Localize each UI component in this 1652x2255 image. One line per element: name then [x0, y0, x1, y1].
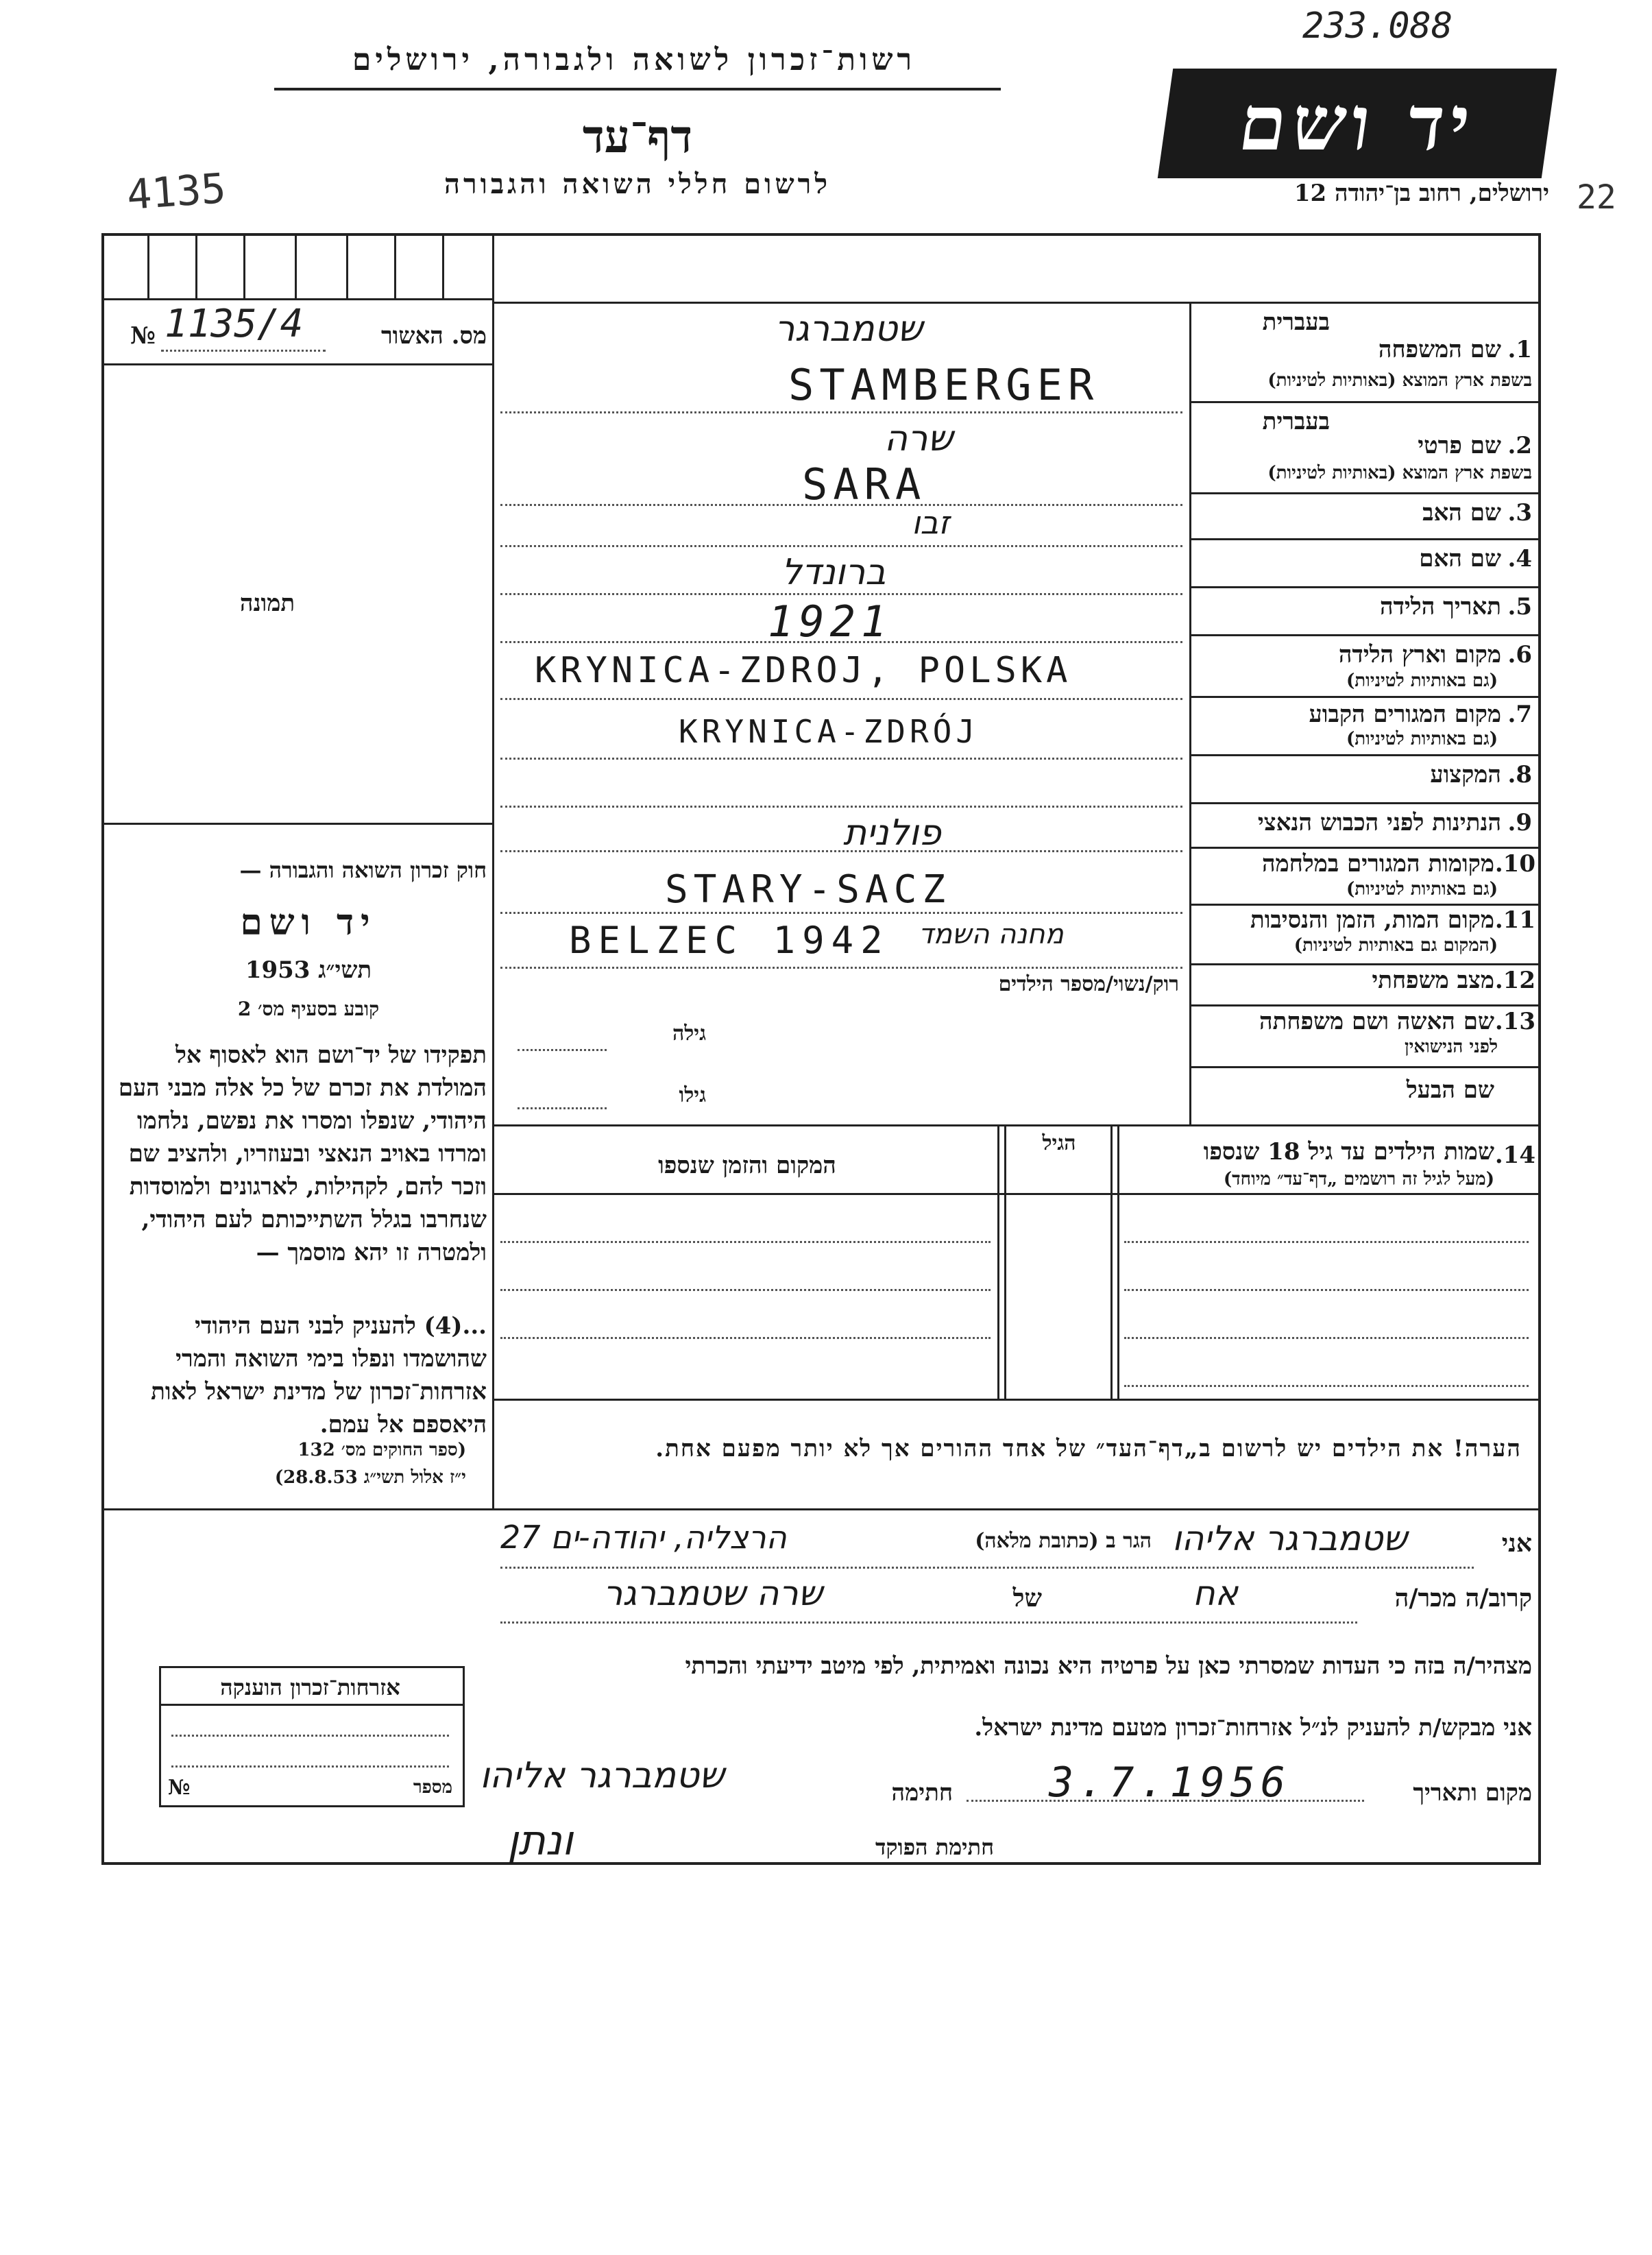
- form-subtitle: לרשום חללי השואה והגבורה: [444, 168, 831, 200]
- field-12-number: 12.: [1494, 967, 1535, 994]
- children-bottom-line: [492, 1399, 1541, 1401]
- mother-name: ברונדל: [781, 552, 886, 593]
- declaration-date: 3.7.1956: [1049, 1759, 1291, 1807]
- field-3-number: 3.: [1507, 499, 1532, 527]
- dotted-line: [1124, 1241, 1529, 1243]
- approval-line: [101, 363, 492, 365]
- dotted-line: [500, 1567, 1474, 1569]
- dotted-line: [500, 758, 1182, 760]
- cell-divider: [147, 233, 149, 298]
- in-hebrew-label-2: בעברית: [1262, 408, 1330, 435]
- cell-divider: [346, 233, 348, 298]
- children-col-divider: [1110, 1124, 1113, 1399]
- dotted-line: [500, 850, 1182, 852]
- resident-label: הגר ב (כתובת מלאה): [975, 1529, 1152, 1553]
- place-date-label: מקום ותאריך: [1413, 1779, 1532, 1807]
- field-divider: [1189, 1004, 1541, 1006]
- field-11-number: 11.: [1494, 906, 1535, 934]
- dotted-line: [500, 1337, 991, 1339]
- field-divider: [1189, 963, 1541, 965]
- law-ref-2: י״ז אלול תשי״ג 28.8.53): [274, 1467, 466, 1488]
- field-8-label: המקצוע: [1430, 761, 1501, 788]
- age-column-header: הגיל: [1042, 1131, 1076, 1155]
- field-4-label: שם האם: [1419, 545, 1501, 572]
- field-1-number: 1.: [1507, 336, 1532, 363]
- certificate-header-line: [159, 1704, 463, 1706]
- address-line: ירושלים, רחוב בן־יהודה 12: [1293, 180, 1549, 207]
- field-6-number: 6.: [1507, 641, 1532, 668]
- field-10-sublabel: (גם באותיות לטיניות): [1346, 879, 1498, 900]
- yad-vashem-logo: יד ושם: [1158, 69, 1557, 178]
- declaration-i: אני: [1501, 1529, 1532, 1558]
- margin-note: 22: [1577, 178, 1616, 217]
- field-divider: [1189, 696, 1541, 698]
- field-1-label: שם המשפחה: [1378, 336, 1501, 363]
- cell-divider: [243, 233, 245, 298]
- officer-label: חתימת הפוקד: [875, 1834, 994, 1860]
- dotted-line: [171, 1765, 449, 1768]
- field-divider: [1189, 634, 1541, 636]
- law-text: תפקידו של יד־ושם הוא לאסוף אל המולדת את זכרם של כל אלה מבני העם היהודי, שנפלו ומסרו את נפשם, נלחמו ומרדו באויב הנאצי ובעוזריו, ולהציב שם וזכר להם, לקהילות, לארגונים ולמוסדות שנחרבו בגלל השתייכותם לעם היהודי, ולמטרה זו יהא מוסמך —: [118, 1041, 487, 1266]
- field-5-label: תאריך הלידה: [1379, 593, 1501, 620]
- photo-label: תמונה: [239, 590, 295, 617]
- law-text-2: ...(4) להעניק לבני העם היהודי שהושמדו ונפלו בימי השואה והמרי אזרחות־זכרון של מדינת ישראל לאות היאספם אל עמם.: [151, 1312, 487, 1438]
- field-12-label: מצב משפחתי: [1372, 967, 1494, 994]
- label-column-divider: [1189, 302, 1191, 1124]
- children-header-line: [492, 1193, 1541, 1195]
- section-bottom-line: [101, 1508, 1541, 1510]
- husband-label: שם הבעל: [1406, 1076, 1494, 1104]
- field-13-label: שם האשה ושם משפחתה: [1259, 1008, 1494, 1035]
- photo-bottom-line: [101, 823, 492, 825]
- signer-name: שטמברגר אליהו: [1172, 1519, 1407, 1558]
- victim-name: שרה שטמברגר: [603, 1573, 823, 1613]
- field-9-label: הנתינות לפני הכבוש הנאצי: [1257, 809, 1501, 836]
- nationality: פולנית: [843, 812, 941, 854]
- dotted-line: [500, 411, 1182, 413]
- first-name-hebrew: שרה: [884, 418, 953, 459]
- cell-divider: [394, 233, 396, 298]
- field-11-label: מקום המות, הזמן והנסיבות: [1250, 906, 1494, 934]
- children-col-divider: [1117, 1124, 1119, 1399]
- relative-label: קרוב/ה מכר/ה: [1394, 1584, 1532, 1613]
- children-sublabel: (מעל לגיל זה רושמים „דף־עד״ מיוחד): [1223, 1169, 1494, 1190]
- cell-divider: [295, 233, 297, 298]
- dotted-line: [518, 1049, 607, 1051]
- field-divider: [1189, 586, 1541, 588]
- dotted-line: [500, 1289, 991, 1291]
- dotted-line: [500, 504, 1182, 506]
- dotted-line: [500, 1621, 1357, 1624]
- children-note: הערה! את הילדים יש לרשום ב„דף־העד״ של אחד ההורים אך לא יותר מפעם אחת.: [655, 1435, 1522, 1462]
- field-5-number: 5.: [1507, 593, 1532, 620]
- number-symbol: №: [130, 322, 156, 350]
- certificate-number-symbol: №: [168, 1776, 191, 1800]
- certificate-title: אזרחות־זכרון הוענקה: [220, 1674, 400, 1700]
- law-name: יד ושם: [240, 902, 377, 943]
- birth-date: 1921: [768, 596, 892, 647]
- file-number: 233.088: [1302, 5, 1453, 47]
- field-7-number: 7.: [1507, 701, 1532, 728]
- form-title: דף־עד: [582, 110, 693, 163]
- fields-bottom-line: [492, 1124, 1541, 1126]
- field-divider: [1189, 904, 1541, 906]
- dotted-line: [500, 545, 1182, 547]
- officer-signature: ונתן: [507, 1817, 574, 1865]
- marital-options: רוק/נשוי/מספר הילדים: [998, 972, 1179, 996]
- death-place-hebrew: מחנה השמד: [919, 919, 1064, 950]
- field-divider: [1189, 802, 1541, 804]
- children-col-divider: [1004, 1124, 1006, 1399]
- family-name-latin: STAMBERGER: [788, 360, 1100, 410]
- place-column-header: המקום והזמן שנספו: [658, 1152, 836, 1179]
- field-11-sublabel: (המקום גם באותיות לטיניות): [1293, 935, 1498, 956]
- declarant-address: הרצליה, יהודה-ים 27: [500, 1519, 787, 1556]
- of-label: של: [1012, 1584, 1042, 1613]
- dotted-line: [500, 967, 1182, 969]
- in-hebrew-label: בעברית: [1262, 309, 1330, 336]
- field-7-sublabel: (גם באותיות לטיניות): [1346, 729, 1498, 749]
- header-rule: [274, 88, 1001, 91]
- handwritten-number: 4135: [125, 165, 228, 219]
- dotted-line: [500, 806, 1182, 808]
- field-10-label: מקומות המגורים במלחמה: [1261, 850, 1494, 878]
- field-14-number: 14.: [1494, 1142, 1535, 1169]
- field-4-number: 4.: [1507, 545, 1532, 572]
- field-13-number: 13.: [1494, 1008, 1535, 1035]
- dotted-line: [1124, 1385, 1529, 1387]
- field-2-sublabel: בשפת ארץ המוצא (באותיות לטיניות): [1267, 463, 1532, 483]
- field-divider: [1189, 538, 1541, 540]
- field-7-label: מקום המגורים הקבוע: [1309, 701, 1501, 728]
- dotted-line: [500, 698, 1182, 700]
- cell-divider: [442, 233, 444, 298]
- signature-label: חתימה: [891, 1779, 953, 1807]
- law-ref-1: (ספר החוקים מס׳ 132: [297, 1440, 466, 1460]
- approval-label: מס. האשור: [380, 322, 487, 350]
- field-divider: [1189, 401, 1541, 403]
- dotted-line: [500, 912, 1182, 914]
- law-section: קובע בסעיף מס׳ 2: [237, 998, 380, 1020]
- dotted-line: [500, 593, 1182, 595]
- field-divider: [1189, 754, 1541, 756]
- approval-number: 1135/4: [165, 302, 304, 346]
- field-8-number: 8.: [1507, 761, 1532, 788]
- field-13-sublabel: לפני הנישואין: [1404, 1037, 1498, 1057]
- field-divider: [1189, 492, 1541, 494]
- field-2-number: 2.: [1507, 432, 1532, 459]
- fields-top-line: [492, 302, 1541, 304]
- first-name-latin: SARA: [802, 459, 927, 509]
- field-2-label: שם פרטי: [1418, 432, 1501, 459]
- family-name-hebrew: שטמברגר: [775, 309, 923, 350]
- father-name: זבו: [912, 504, 950, 541]
- field-9-number: 9.: [1507, 809, 1532, 836]
- organization-line: רשות־זכרון לשואה ולגבורה, ירושלים: [352, 43, 916, 77]
- field-6-sublabel: (גם באותיות לטיניות): [1346, 671, 1498, 691]
- dotted-line: [967, 1800, 1364, 1802]
- field-divider: [1189, 1066, 1541, 1068]
- field-3-label: שם האב: [1422, 499, 1501, 527]
- dotted-line: [171, 1735, 449, 1737]
- field-10-number: 10.: [1494, 850, 1535, 878]
- cell-divider: [195, 233, 197, 298]
- dotted-line: [500, 641, 1182, 643]
- children-label: שמות הילדים עד גיל 18 שנספו: [1203, 1138, 1494, 1166]
- approval-dotted-line: [161, 350, 326, 352]
- law-title: חוק זכרון השואה והגבורה —: [239, 857, 487, 883]
- law-year: תשי״ג 1953: [245, 956, 372, 984]
- death-place-latin: BELZEC 1942: [569, 919, 890, 962]
- residence: KRYNICA-ZDRÓJ: [679, 713, 980, 750]
- field-divider: [1189, 847, 1541, 849]
- children-col-divider: [997, 1124, 999, 1399]
- relation-value: אח: [1193, 1573, 1239, 1613]
- field-1-sublabel: בשפת ארץ המוצא (באותיות לטיניות): [1267, 370, 1532, 391]
- declaration-line-4: אני מבקש/ת להעניק לנ״ל אזרחות־זכרון מטעם מדינת ישראל.: [974, 1714, 1532, 1741]
- top-strip-line: [101, 298, 492, 300]
- declaration-line-3: מצהיר/ה בזה כי העדות שמסרתי כאן על פרטיה היא נכונה ואמיתית, לפי מיטב ידיעתי והכרתי: [685, 1652, 1532, 1680]
- dotted-line: [518, 1107, 607, 1109]
- field-6-label: מקום וארץ הלידה: [1338, 641, 1501, 668]
- dotted-line: [500, 1241, 991, 1243]
- left-column-divider: [492, 233, 494, 1508]
- wartime-residence: STARY-SACZ: [665, 867, 951, 912]
- birth-place: KRYNICA-ZDROJ, POLSKA: [535, 650, 1072, 691]
- wife-age-label: גילה: [672, 1022, 706, 1046]
- certificate-number-label: מספר: [413, 1777, 452, 1798]
- declarant-signature: שטמברגר אליהו: [480, 1755, 725, 1796]
- dotted-line: [1124, 1337, 1529, 1339]
- dotted-line: [1124, 1289, 1529, 1291]
- husband-age-label: גילו: [679, 1083, 706, 1107]
